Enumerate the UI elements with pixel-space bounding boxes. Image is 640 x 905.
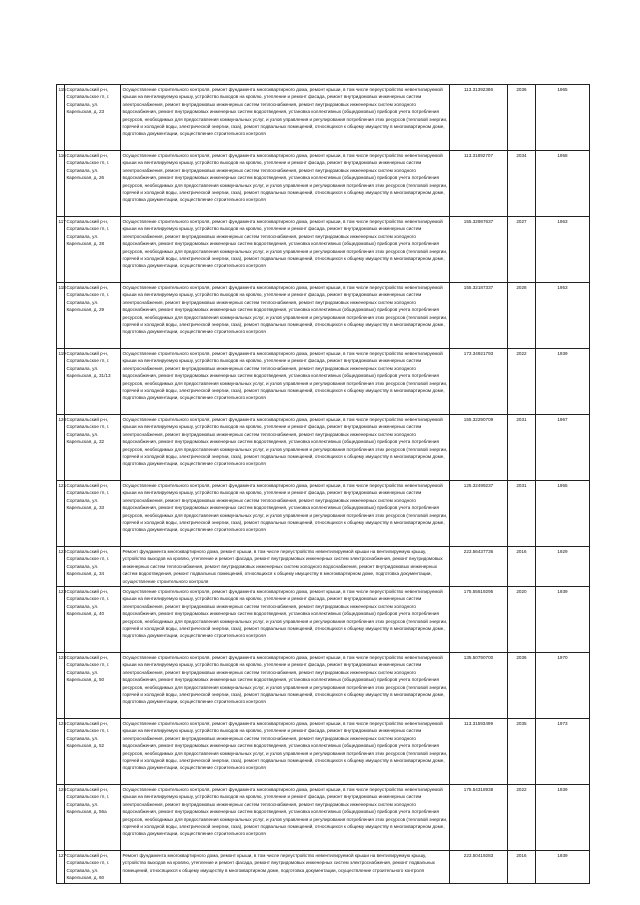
table-row bbox=[57, 283, 590, 349]
address-line: Сортавальское гп, г. bbox=[66, 226, 110, 232]
row-number: 124 bbox=[57, 653, 65, 719]
planned-year: 2027 bbox=[508, 217, 536, 283]
table-row bbox=[57, 151, 590, 217]
works-description: Осуществление строительного контроля, ремонт фундамента многоквартирного дома, ремонт крыши, в том числе переустройство невентилируемой крыши на вентилируемую крышу, устройство выходов на кровлю, утепление и ремонт фасада, ремонт внутридомовых инженерных систем электроснабжения, ремонт внутридомовых инженерных систем теплоснабжения, ремонт внутридомовых инженерных систем холодного водоснабжения, ремонт внутридомовых инженерных систем водоотведения, установка коллективных (общедомовых) приборов учета потребления ресурсов, необходимых для предоставления коммунальных услуг, и узлов управления и регулирования потребления этих ресурсов (тепловой энергии, горячей и холодной воды, электрической энергии, газа), ремонт подвальных помещений, относящихся к общему имуществу в многоквартирном доме, подготовка документации, осуществление строительного контроля bbox=[121, 85, 450, 151]
cost-value: 155.32987637 bbox=[450, 217, 508, 283]
address-line: Сортавальский р-н, bbox=[66, 87, 109, 92]
table-row bbox=[57, 851, 590, 884]
works-description: Осуществление строительного контроля, ремонт фундамента многоквартирного дома, ремонт крыши, в том числе переустройство невентилируемой крыши на вентилируемую крышу, устройство выходов на кровлю, утепление и ремонт фасада, ремонт внутридомовых инженерных систем электроснабжения, ремонт внутридомовых инженерных систем теплоснабжения, ремонт внутридомовых инженерных систем холодного водоснабжения, ремонт внутридомовых инженерных систем водоотведения, установка коллективных (общедомовых) приборов учета потребления ресурсов, необходимых для предоставления коммунальных услуг, и узлов управления и регулирования потребления этих ресурсов (тепловой энергии, горячей и холодной воды, электрической энергии, газа), ремонт подвальных помещений, относящихся к общему имуществу в многоквартирном доме, подготовка документации, осуществление строительного контроля bbox=[121, 415, 450, 481]
cost-value: 155.32290709 bbox=[450, 415, 508, 481]
planned-year: 2016 bbox=[508, 851, 536, 884]
address-line: Карельская, д. 33 bbox=[66, 505, 105, 511]
address-line: Сортавальское гп, г. bbox=[66, 424, 110, 430]
address-line: Сортавальский р-н, bbox=[66, 153, 109, 158]
row-number: 118 bbox=[57, 283, 65, 349]
address-cell bbox=[65, 85, 121, 151]
address-line: Сортавала, ул. bbox=[66, 365, 99, 371]
row-number: 121 bbox=[57, 481, 65, 547]
address-line: Сортавальское гп, г. bbox=[66, 94, 110, 100]
works-description: Осуществление строительного контроля, ремонт фундамента многоквартирного дома, ремонт крыши, в том числе переустройство невентилируемой крыши на вентилируемую крышу, устройство выходов на кровлю, утепление и ремонт фасада, ремонт внутридомовых инженерных систем электроснабжения, ремонт внутридомовых инженерных систем теплоснабжения, ремонт внутридомовых инженерных систем холодного водоснабжения, ремонт внутридомовых инженерных систем водоотведения, установка коллективных (общедомовых) приборов учета потребления ресурсов, необходимых для предоставления коммунальных услуг, и узлов управления и регулирования потребления этих ресурсов (тепловой энергии, горячей и холодной воды, электрической энергии, газа), ремонт подвальных помещений, относящихся к общему имуществу в многоквартирном доме, подготовка документации, осуществление строительного контроля bbox=[121, 151, 450, 217]
address-line: Сортавальский р-н, bbox=[66, 787, 109, 793]
cost-value: 173.34921793 bbox=[450, 349, 508, 415]
address-line: Карельская, д. 56а bbox=[66, 809, 107, 815]
works-description: Осуществление строительного контроля, ремонт фундамента многоквартирного дома, ремонт крыши, в том числе переустройство невентилируемой крыши на вентилируемую крышу, устройство выходов на кровлю, утепление и ремонт фасада, ремонт внутридомовых инженерных систем электроснабжения, ремонт внутридомовых инженерных систем теплоснабжения, ремонт внутридомовых инженерных систем холодного водоснабжения, ремонт внутридомовых инженерных систем водоотведения, установка коллективных (общедомовых) приборов учета потребления ресурсов, необходимых для предоставления коммунальных услуг, и узлов управления и регулирования потребления этих ресурсов (тепловой энергии, горячей и холодной воды, электрической энергии, газа), ремонт подвальных помещений, относящихся к общему имуществу в многоквартирном доме, подготовка документации, осуществление строительного контроля bbox=[121, 217, 450, 283]
address-line: Сортавала, ул. bbox=[66, 735, 99, 741]
address-line: Сортавальское гп, г. bbox=[66, 556, 110, 562]
address-line: Карельская, д. 32 bbox=[66, 439, 105, 445]
planned-year: 2031 bbox=[508, 415, 536, 481]
cost-value: 155.32187337 bbox=[450, 283, 508, 349]
address-cell bbox=[65, 151, 121, 217]
row-number: 126 bbox=[57, 785, 65, 851]
address-line: Сортавальское гп, г. bbox=[66, 860, 110, 866]
address-cell bbox=[65, 851, 121, 884]
works-description: Осуществление строительного контроля, ремонт фундамента многоквартирного дома, ремонт крыши, в том числе переустройство невентилируемой крыши на вентилируемую крышу, устройство выходов на кровлю, утепление и ремонт фасада, ремонт внутридомовых инженерных систем электроснабжения, ремонт внутридомовых инженерных систем теплоснабжения, ремонт внутридомовых инженерных систем холодного водоснабжения, ремонт внутридомовых инженерных систем водоотведения, установка коллективных (общедомовых) приборов учета потребления ресурсов, необходимых для предоставления коммунальных услуг, и узлов управления и регулирования потребления этих ресурсов (тепловой энергии, горячей и холодной воды, электрической энергии, газа), ремонт подвальных помещений, относящихся к общему имуществу в многоквартирном доме, подготовка документации, осуществление строительного контроля bbox=[121, 719, 450, 785]
row-number: 125 bbox=[57, 719, 65, 785]
planned-year: 2028 bbox=[508, 283, 536, 349]
address-line: Сортавала, ул. bbox=[66, 867, 99, 873]
built-year: 1939 bbox=[536, 349, 590, 415]
address-line: Карельская, д. 34 bbox=[66, 571, 105, 577]
row-number: 115 bbox=[57, 85, 65, 151]
cost-value: 223.56437736 bbox=[450, 547, 508, 587]
cost-value: 175.55619295 bbox=[450, 587, 508, 653]
table-row bbox=[57, 785, 590, 851]
table-row bbox=[57, 547, 590, 587]
table-row bbox=[57, 587, 590, 653]
address-line: Сортавальский р-н, bbox=[66, 351, 109, 356]
cost-value: 175.54318938 bbox=[450, 785, 508, 851]
built-year: 1939 bbox=[536, 851, 590, 884]
cost-value: 113.31892707 bbox=[450, 151, 508, 217]
address-line: Сортавальский р-н, bbox=[66, 655, 109, 661]
address-line: Сортавала, ул. bbox=[66, 233, 99, 239]
address-cell bbox=[65, 653, 121, 719]
cost-value: 125.32499237 bbox=[450, 481, 508, 547]
address-line: Сортавальский р-н, bbox=[66, 219, 109, 224]
address-line: Сортавальское гп, г. bbox=[66, 662, 110, 668]
planned-year: 2031 bbox=[508, 481, 536, 547]
planned-year: 2022 bbox=[508, 349, 536, 415]
address-line: Сортавальское гп, г. bbox=[66, 596, 110, 602]
address-line: Карельская, д. 31/13 bbox=[66, 373, 111, 379]
planned-year: 2034 bbox=[508, 151, 536, 217]
address-line: Сортавальский р-н, bbox=[66, 721, 109, 727]
document-page bbox=[56, 84, 589, 884]
address-cell bbox=[65, 481, 121, 547]
built-year: 1967 bbox=[536, 415, 590, 481]
table-row bbox=[57, 85, 590, 151]
works-description: Осуществление строительного контроля, ремонт фундамента многоквартирного дома, ремонт крыши, в том числе переустройство невентилируемой крыши на вентилируемую крышу, устройство выходов на кровлю, утепление и ремонт фасада, ремонт внутридомовых инженерных систем электроснабжения, ремонт внутридомовых инженерных систем теплоснабжения, ремонт внутридомовых инженерных систем холодного водоснабжения, ремонт внутридомовых инженерных систем водоотведения, установка коллективных (общедомовых) приборов учета потребления ресурсов, необходимых для предоставления коммунальных услуг, и узлов управления и регулирования потребления этих ресурсов (тепловой энергии, горячей и холодной воды, электрической энергии, газа), ремонт подвальных помещений, относящихся к общему имуществу в многоквартирном доме, подготовка документации, осуществление строительного контроля bbox=[121, 587, 450, 653]
address-line: Сортавальский р-н, bbox=[66, 285, 109, 290]
address-line: Сортавальский р-н, bbox=[66, 549, 109, 554]
address-line: Сортавальский р-н, bbox=[66, 589, 109, 595]
row-number: 122 bbox=[57, 547, 65, 587]
address-line: Сортавала, ул. bbox=[66, 431, 99, 437]
table-row bbox=[57, 481, 590, 547]
cost-value: 113.31392386 bbox=[450, 85, 508, 151]
built-year: 1953 bbox=[536, 283, 590, 349]
address-cell bbox=[65, 415, 121, 481]
address-line: Карельская, д. 26 bbox=[66, 175, 105, 181]
address-line: Сортавала, ул. bbox=[66, 497, 99, 503]
table-row bbox=[57, 217, 590, 283]
address-cell bbox=[65, 547, 121, 587]
works-description: Осуществление строительного контроля, ремонт фундамента многоквартирного дома, ремонт крыши, в том числе переустройство невентилируемой крыши на вентилируемую крышу, устройство выходов на кровлю, утепление и ремонт фасада, ремонт внутридомовых инженерных систем электроснабжения, ремонт внутридомовых инженерных систем теплоснабжения, ремонт внутридомовых инженерных систем холодного водоснабжения, ремонт внутридомовых инженерных систем водоотведения, установка коллективных (общедомовых) приборов учета потребления ресурсов, необходимых для предоставления коммунальных услуг, и узлов управления и регулирования потребления этих ресурсов (тепловой энергии, горячей и холодной воды, электрической энергии, газа), ремонт подвальных помещений, относящихся к общему имуществу в многоквартирном доме, подготовка документации, осуществление строительного контроля bbox=[121, 349, 450, 415]
address-line: Сортавала, ул. bbox=[66, 299, 99, 305]
row-number: 119 bbox=[57, 349, 65, 415]
address-cell bbox=[65, 719, 121, 785]
address-line: Сортавальское гп, г. bbox=[66, 490, 110, 496]
address-line: Сортавальское гп, г. bbox=[66, 358, 110, 364]
address-line: Карельская, д. 50 bbox=[66, 677, 105, 683]
table-body bbox=[57, 85, 590, 884]
works-description: Осуществление строительного контроля, ремонт фундамента многоквартирного дома, ремонт крыши, в том числе переустройство невентилируемой крыши на вентилируемую крышу, устройство выходов на кровлю, утепление и ремонт фасада, ремонт внутридомовых инженерных систем электроснабжения, ремонт внутридомовых инженерных систем теплоснабжения, ремонт внутридомовых инженерных систем холодного водоснабжения, ремонт внутридомовых инженерных систем водоотведения, установка коллективных (общедомовых) приборов учета потребления ресурсов, необходимых для предоставления коммунальных услуг, и узлов управления и регулирования потребления этих ресурсов (тепловой энергии, горячей и холодной воды, электрической энергии, газа), ремонт подвальных помещений, относящихся к общему имуществу в многоквартирном доме, подготовка документации, осуществление строительного контроля bbox=[121, 785, 450, 851]
built-year: 1963 bbox=[536, 217, 590, 283]
address-cell bbox=[65, 587, 121, 653]
address-line: Карельская, д. 29 bbox=[66, 307, 105, 313]
cost-value: 223.50419283 bbox=[450, 851, 508, 884]
cost-value: 113.31593499 bbox=[450, 719, 508, 785]
built-year: 1973 bbox=[536, 719, 590, 785]
planned-year: 2036 bbox=[508, 85, 536, 151]
address-line: Карельская, д. 40 bbox=[66, 611, 105, 617]
address-line: Сортавала, ул. bbox=[66, 167, 99, 173]
address-line: Сортавала, ул. bbox=[66, 563, 99, 569]
built-year: 1939 bbox=[536, 785, 590, 851]
built-year: 1939 bbox=[536, 587, 590, 653]
planned-year: 2035 bbox=[508, 719, 536, 785]
address-line: Сортавальское гп, г. bbox=[66, 292, 110, 298]
planned-year: 2022 bbox=[508, 785, 536, 851]
address-line: Сортавальский р-н, bbox=[66, 853, 109, 859]
planned-year: 2036 bbox=[508, 653, 536, 719]
address-cell bbox=[65, 283, 121, 349]
built-year: 1965 bbox=[536, 85, 590, 151]
works-description: Осуществление строительного контроля, ремонт фундамента многоквартирного дома, ремонт крыши, в том числе переустройство невентилируемой крыши на вентилируемую крышу, устройство выходов на кровлю, утепление и ремонт фасада, ремонт внутридомовых инженерных систем электроснабжения, ремонт внутридомовых инженерных систем теплоснабжения, ремонт внутридомовых инженерных систем холодного водоснабжения, ремонт внутридомовых инженерных систем водоотведения, установка коллективных (общедомовых) приборов учета потребления ресурсов, необходимых для предоставления коммунальных услуг, и узлов управления и регулирования потребления этих ресурсов (тепловой энергии, горячей и холодной воды, электрической энергии, газа), ремонт подвальных помещений, относящихся к общему имуществу в многоквартирном доме, подготовка документации, осуществление строительного контроля bbox=[121, 481, 450, 547]
row-number: 117 bbox=[57, 217, 65, 283]
address-line: Сортавала, ул. bbox=[66, 669, 99, 675]
address-line: Сортавальское гп, г. bbox=[66, 160, 110, 166]
works-description: Осуществление строительного контроля, ремонт фундамента многоквартирного дома, ремонт крыши, в том числе переустройство невентилируемой крыши на вентилируемую крышу, устройство выходов на кровлю, утепление и ремонт фасада, ремонт внутридомовых инженерных систем электроснабжения, ремонт внутридомовых инженерных систем теплоснабжения, ремонт внутридомовых инженерных систем холодного водоснабжения, ремонт внутридомовых инженерных систем водоотведения, установка коллективных (общедомовых) приборов учета потребления ресурсов, необходимых для предоставления коммунальных услуг, и узлов управления и регулирования потребления этих ресурсов (тепловой энергии, горячей и холодной воды, электрической энергии, газа), ремонт подвальных помещений, относящихся к общему имуществу в многоквартирном доме, подготовка документации, осуществление строительного контроля bbox=[121, 653, 450, 719]
address-line: Сортавальское гп, г. bbox=[66, 728, 110, 734]
planned-year: 2016 bbox=[508, 547, 536, 587]
built-year: 1929 bbox=[536, 547, 590, 587]
row-number: 120 bbox=[57, 415, 65, 481]
row-number: 127 bbox=[57, 851, 65, 884]
table-row bbox=[57, 415, 590, 481]
address-cell bbox=[65, 785, 121, 851]
built-year: 1958 bbox=[536, 151, 590, 217]
address-line: Сортавала, ул. bbox=[66, 101, 99, 107]
address-cell bbox=[65, 217, 121, 283]
built-year: 1955 bbox=[536, 481, 590, 547]
cost-value: 135.50790700 bbox=[450, 653, 508, 719]
address-line: Сортавальский р-н, bbox=[66, 417, 109, 422]
address-line: Сортавальское гп, г. bbox=[66, 794, 110, 800]
works-description: Осуществление строительного контроля, ремонт фундамента многоквартирного дома, ремонт крыши, в том числе переустройство невентилируемой крыши на вентилируемую крышу, устройство выходов на кровлю, утепление и ремонт фасада, ремонт внутридомовых инженерных систем электроснабжения, ремонт внутридомовых инженерных систем теплоснабжения, ремонт внутридомовых инженерных систем холодного водоснабжения, ремонт внутридомовых инженерных систем водоотведения, установка коллективных (общедомовых) приборов учета потребления ресурсов, необходимых для предоставления коммунальных услуг, и узлов управления и регулирования потребления этих ресурсов (тепловой энергии, горячей и холодной воды, электрической энергии, газа), ремонт подвальных помещений, относящихся к общему имуществу в многоквартирном доме, подготовка документации, осуществление строительного контроля bbox=[121, 283, 450, 349]
address-line: Сортавала, ул. bbox=[66, 603, 99, 609]
address-line: Карельская, д. 60 bbox=[66, 875, 105, 881]
table-row bbox=[57, 349, 590, 415]
table-row bbox=[57, 653, 590, 719]
planned-year: 2020 bbox=[508, 587, 536, 653]
row-number: 116 bbox=[57, 151, 65, 217]
works-description: Ремонт фундамента многоквартирного дома, ремонт крыши, в том числе переустройство невентилируемой крыши на вентилируемую крышу, устройство выходов на кровлю, утепление и ремонт фасада, ремонт внутридомовых инженерных систем электроснабжения, ремонт внутридомовых инженерных систем теплоснабжения, ремонт внутридомовых инженерных систем холодного водоснабжения, ремонт внутридомовых инженерных систем водоотведения, ремонт подвальных помещений, относящихся к общему имуществу в многоквартирном доме, подготовка документации, осуществление строительного контроля bbox=[121, 547, 450, 587]
address-line: Карельская, д. 23 bbox=[66, 109, 105, 115]
row-number: 123 bbox=[57, 587, 65, 653]
address-line: Сортавала, ул. bbox=[66, 801, 99, 807]
capital-repair-table bbox=[56, 84, 590, 884]
table-row bbox=[57, 719, 590, 785]
address-line: Сортавальский р-н, bbox=[66, 483, 109, 488]
address-cell bbox=[65, 349, 121, 415]
built-year: 1970 bbox=[536, 653, 590, 719]
address-line: Карельская, д. 52 bbox=[66, 743, 105, 749]
works-description: Ремонт фундамента многоквартирного дома, ремонт крыши, в том числе переустройство невентилируемой крыши на вентилируемую крышу, устройство выходов на кровлю, утепление и ремонт фасада, ремонт внутридомовых инженерных систем электроснабжения, ремонт подвальных помещений, относящихся к общему имуществу в многоквартирном доме, подготовка документации, осуществление строительного контроля bbox=[121, 851, 450, 884]
address-line: Карельская, д. 28 bbox=[66, 241, 105, 247]
